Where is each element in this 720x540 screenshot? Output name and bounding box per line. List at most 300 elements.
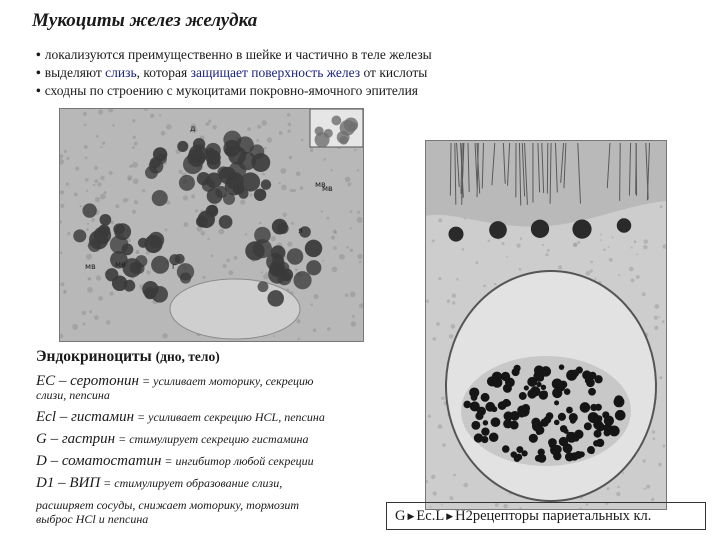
texture-speck: [519, 268, 522, 271]
texture-speck: [351, 321, 356, 326]
texture-speck: [86, 254, 92, 260]
texture-speck: [357, 169, 359, 171]
mucocyte-micrograph: [59, 108, 364, 342]
mucous-granule: [258, 281, 269, 292]
secretory-granule: [511, 451, 518, 458]
texture-speck: [332, 267, 337, 272]
texture-speck: [292, 189, 295, 192]
endocrine-line-d1-cont: [36, 498, 381, 512]
bullet-dot: •: [36, 47, 41, 62]
texture-speck: [438, 218, 442, 222]
secretory-granule: [546, 412, 554, 420]
secretory-granule: [485, 402, 495, 412]
texture-speck: [264, 147, 267, 150]
texture-speck: [348, 183, 352, 187]
texture-speck: [659, 376, 662, 379]
hormone-effect: = стимулирует секрецию гистамина: [115, 432, 309, 446]
texture-speck: [191, 194, 195, 198]
mucous-granule: [202, 178, 215, 191]
texture-speck: [297, 338, 299, 340]
texture-speck: [132, 210, 136, 214]
hormone-name: EC – серотонин: [36, 373, 140, 389]
texture-speck: [345, 293, 349, 297]
texture-speck: [262, 173, 265, 176]
secretory-granule: [609, 426, 620, 437]
texture-speck: [350, 291, 356, 297]
secretory-granule: [470, 401, 480, 411]
mucous-granule: [277, 223, 288, 234]
texture-speck: [146, 270, 150, 274]
texture-speck: [609, 258, 613, 262]
mucous-granule: [254, 227, 271, 244]
texture-speck: [431, 475, 436, 480]
bullet-list: [36, 46, 432, 100]
secretory-granule: [481, 427, 489, 435]
micrograph-label: мв: [115, 260, 126, 269]
texture-speck: [281, 185, 287, 191]
secretory-granule: [615, 410, 626, 421]
secretory-granule: [518, 410, 525, 417]
texture-speck: [279, 131, 283, 135]
texture-speck: [123, 198, 128, 203]
texture-speck: [658, 463, 662, 467]
texture-speck: [600, 234, 602, 236]
texture-speck: [452, 301, 455, 304]
secretory-granule: [532, 421, 542, 431]
texture-speck: [134, 142, 138, 146]
texture-speck: [350, 249, 353, 252]
texture-speck: [324, 158, 327, 161]
texture-speck: [132, 162, 138, 168]
bullet-text: локализуются преимущественно в шейке и частично в теле железы: [44, 47, 432, 62]
texture-speck: [449, 496, 453, 500]
texture-speck: [600, 239, 602, 241]
slide-title: Мукоциты желез желудка: [32, 10, 258, 31]
texture-speck: [200, 231, 205, 236]
hormone-effect: = стимулирует образование слизи,: [100, 476, 283, 490]
texture-speck: [654, 304, 659, 309]
mucous-granule: [151, 256, 169, 274]
secretory-granule: [589, 448, 595, 454]
texture-speck: [498, 239, 500, 241]
texture-speck: [313, 294, 318, 299]
endocrinocyte-micrograph: [425, 140, 667, 510]
texture-speck: [228, 270, 233, 275]
inset-granule: [315, 132, 330, 147]
texture-speck: [589, 269, 592, 272]
mucous-granule: [306, 260, 321, 275]
texture-speck: [300, 186, 304, 190]
texture-speck: [322, 260, 324, 262]
texture-speck: [218, 229, 224, 235]
endocrine-title: Эндокриноциты: [36, 348, 152, 365]
texture-speck: [612, 237, 614, 239]
secretory-granule: [604, 416, 614, 426]
secretory-granule: [471, 421, 480, 430]
endocrine-subtitle: (дно, тело): [155, 349, 220, 364]
texture-speck: [129, 164, 132, 167]
texture-speck: [652, 430, 656, 434]
texture-speck: [134, 200, 138, 204]
texture-speck: [438, 424, 443, 429]
secretory-granule: [502, 399, 510, 407]
texture-speck: [643, 239, 648, 244]
texture-speck: [618, 274, 620, 276]
texture-speck: [660, 205, 663, 208]
mucous-granule: [112, 276, 127, 291]
texture-speck: [301, 139, 303, 141]
texture-speck: [442, 443, 446, 447]
mucous-granule: [205, 143, 220, 158]
texture-speck: [94, 166, 98, 170]
endocrine-list: [36, 374, 381, 526]
texture-speck: [88, 277, 91, 280]
texture-speck: [109, 292, 113, 296]
mucous-granule: [219, 215, 233, 229]
secretory-granule: [559, 381, 567, 389]
texture-speck: [462, 248, 465, 251]
texture-speck: [261, 271, 263, 273]
texture-speck: [245, 233, 247, 235]
texture-speck: [449, 334, 454, 339]
secretory-granule: [489, 433, 498, 442]
cell-nucleus: [170, 279, 300, 339]
micrograph-label: мв: [85, 262, 96, 271]
secretory-granule: [503, 384, 512, 393]
texture-speck: [436, 322, 440, 326]
texture-speck: [60, 190, 64, 194]
apical-granule: [489, 221, 507, 239]
texture-speck: [331, 169, 333, 171]
texture-speck: [516, 243, 520, 247]
secretory-granule: [469, 387, 479, 397]
texture-speck: [150, 114, 154, 118]
texture-speck: [616, 492, 620, 496]
texture-speck: [89, 310, 92, 313]
texture-speck: [98, 296, 103, 301]
texture-speck: [234, 256, 238, 260]
texture-speck: [195, 209, 198, 212]
mucous-granule: [152, 190, 168, 206]
micrograph-label: г: [172, 262, 177, 271]
texture-speck: [64, 150, 67, 153]
secretory-granule: [527, 389, 536, 398]
texture-speck: [283, 213, 287, 217]
texture-speck: [453, 474, 456, 477]
texture-speck: [310, 149, 313, 152]
texture-speck: [67, 232, 70, 235]
secretory-granule: [584, 422, 592, 430]
texture-speck: [290, 189, 293, 192]
mucous-granule: [145, 166, 158, 179]
texture-speck: [106, 320, 110, 324]
texture-speck: [662, 445, 665, 448]
texture-speck: [547, 249, 550, 252]
texture-speck: [84, 145, 88, 149]
texture-speck: [350, 210, 353, 213]
texture-speck: [432, 337, 436, 341]
texture-speck: [339, 254, 345, 260]
texture-speck: [313, 328, 317, 332]
texture-speck: [331, 236, 335, 240]
secretory-granule: [492, 377, 502, 387]
texture-speck: [321, 210, 323, 212]
texture-speck: [629, 267, 634, 272]
endocrinocyte-micrograph-image: [426, 141, 666, 509]
mucous-granule: [73, 229, 86, 242]
texture-speck: [603, 248, 606, 251]
secretory-granule: [588, 388, 596, 396]
texture-speck: [662, 320, 665, 323]
secretory-granule: [559, 364, 565, 370]
texture-speck: [432, 239, 435, 242]
secretory-granule: [596, 422, 605, 431]
texture-speck: [630, 278, 634, 282]
microvillus: [450, 143, 451, 196]
secretory-granule: [521, 450, 527, 456]
texture-speck: [84, 123, 87, 126]
hormone-effect: выброс HCl и пепсина: [36, 512, 149, 526]
mucous-granule: [138, 238, 148, 248]
secretory-granule: [512, 368, 520, 376]
texture-speck: [165, 229, 168, 232]
hormone-effect: = усиливает моторику, секрецию: [139, 374, 314, 388]
texture-speck: [80, 205, 82, 207]
texture-speck: [94, 179, 98, 183]
mucous-granule: [254, 189, 266, 201]
endocrine-line-g: [36, 432, 381, 446]
mucous-granule: [193, 138, 205, 150]
secretory-granule: [538, 449, 545, 456]
legend-h2: H2: [455, 507, 473, 524]
secretory-granule: [595, 404, 602, 411]
texture-speck: [643, 459, 646, 462]
texture-speck: [211, 254, 214, 257]
texture-speck: [295, 268, 298, 271]
inset-granule: [331, 116, 341, 126]
secretory-granule: [536, 382, 541, 387]
mucous-granule: [267, 290, 284, 307]
texture-speck: [654, 316, 658, 320]
texture-speck: [296, 171, 301, 176]
secretory-granule: [593, 440, 600, 447]
texture-speck: [263, 274, 269, 280]
texture-speck: [104, 191, 107, 194]
texture-speck: [622, 472, 624, 474]
texture-speck: [586, 271, 591, 276]
secretory-granule: [483, 420, 488, 425]
texture-speck: [357, 217, 363, 223]
texture-speck: [646, 484, 650, 488]
secretory-granule: [474, 433, 483, 442]
texture-speck: [100, 194, 106, 200]
texture-speck: [438, 277, 441, 280]
secretory-granule: [564, 388, 571, 395]
texture-speck: [247, 127, 251, 131]
mucous-granule: [261, 179, 271, 189]
texture-speck: [636, 275, 640, 279]
arrow-right-icon: ▶: [446, 510, 454, 521]
texture-speck: [86, 228, 89, 231]
texture-speck: [249, 193, 252, 196]
texture-speck: [61, 283, 65, 287]
texture-speck: [428, 415, 431, 418]
endocrine-line-ec: [36, 374, 381, 388]
texture-speck: [653, 437, 656, 440]
texture-speck: [271, 236, 276, 241]
texture-speck: [346, 246, 349, 249]
texture-speck: [545, 253, 548, 256]
texture-speck: [207, 238, 209, 240]
secretory-granule: [566, 432, 577, 443]
bullet-dot: •: [36, 83, 41, 98]
mucous-granule: [225, 177, 244, 196]
texture-speck: [97, 182, 101, 186]
legend-g: G: [395, 507, 406, 524]
secretory-granule: [504, 411, 513, 420]
texture-speck: [644, 488, 646, 490]
texture-speck: [558, 265, 562, 269]
texture-speck: [352, 315, 355, 318]
texture-speck: [287, 242, 292, 247]
texture-speck: [142, 189, 145, 192]
texture-speck: [296, 319, 300, 323]
texture-speck: [310, 303, 313, 306]
microvillus: [636, 143, 637, 194]
texture-speck: [608, 246, 610, 248]
texture-speck: [64, 292, 66, 294]
mucous-granule: [223, 140, 240, 157]
mucous-granule: [305, 240, 322, 257]
mucous-granule: [142, 281, 158, 297]
texture-speck: [100, 176, 105, 181]
endocrine-line-ecl: [36, 410, 381, 424]
texture-speck: [273, 335, 275, 337]
mucous-granule: [100, 214, 112, 226]
hormone-name: G – гастрин: [36, 431, 116, 447]
texture-speck: [447, 300, 450, 303]
secretory-granule: [569, 413, 578, 422]
micrograph-label: мв: [315, 180, 326, 189]
texture-speck: [634, 240, 637, 243]
texture-speck: [345, 177, 351, 183]
texture-speck: [161, 131, 166, 136]
secretory-granule: [529, 434, 538, 443]
texture-speck: [82, 311, 86, 315]
secretory-granule: [565, 452, 574, 461]
secretory-granule: [553, 452, 561, 460]
texture-speck: [93, 184, 95, 186]
texture-speck: [259, 222, 261, 224]
texture-speck: [85, 157, 88, 160]
texture-speck: [133, 136, 136, 139]
texture-speck: [112, 124, 115, 127]
texture-speck: [327, 327, 331, 331]
mucous-granule: [177, 263, 194, 280]
secretory-granule: [502, 445, 510, 453]
texture-speck: [128, 177, 132, 181]
secretory-granule: [576, 367, 583, 374]
mucous-granule: [293, 271, 311, 289]
secretory-granule: [535, 455, 542, 462]
texture-speck: [240, 200, 245, 205]
texture-speck: [607, 487, 610, 490]
texture-speck: [291, 222, 294, 225]
bullet-text: от кислоты: [360, 65, 428, 80]
hormone-effect: = усиливает секрецию HCL, пепсина: [134, 410, 325, 424]
texture-speck: [590, 261, 593, 264]
texture-speck: [115, 204, 119, 208]
hormone-effect: расширяет сосуды, снижает моторику, тормозит: [36, 498, 300, 512]
texture-speck: [162, 333, 167, 338]
apical-granule: [617, 218, 631, 232]
secretory-granule: [566, 407, 573, 414]
mucous-granule: [287, 248, 303, 264]
secretory-granule: [554, 400, 559, 405]
texture-speck: [488, 240, 490, 242]
texture-speck: [456, 278, 458, 280]
arrow-right-icon: ▶: [407, 510, 415, 521]
secretory-granule: [541, 385, 546, 390]
apical-granule: [448, 227, 463, 242]
texture-speck: [83, 112, 87, 116]
texture-speck: [636, 253, 638, 255]
texture-speck: [205, 123, 207, 125]
secretory-granule: [533, 371, 544, 382]
texture-speck: [520, 237, 522, 239]
bullet-item: [36, 82, 432, 100]
texture-speck: [127, 198, 129, 200]
endocrine-line-d: [36, 454, 381, 468]
texture-speck: [212, 125, 216, 129]
mucocyte-micrograph-image: [60, 109, 363, 341]
texture-speck: [483, 284, 486, 287]
micrograph-label: мв: [322, 184, 333, 193]
texture-speck: [136, 251, 139, 254]
texture-speck: [203, 276, 206, 279]
texture-speck: [257, 125, 261, 129]
secretory-granule: [558, 413, 566, 421]
texture-speck: [72, 324, 78, 330]
bullet-emphasis: защищает поверхность желез: [190, 65, 361, 80]
texture-speck: [643, 245, 647, 249]
mucous-granule: [187, 149, 205, 167]
texture-speck: [433, 491, 437, 495]
texture-speck: [166, 124, 172, 130]
texture-speck: [542, 244, 544, 246]
secretory-granule: [575, 451, 583, 459]
secretory-granule: [491, 417, 501, 427]
texture-speck: [267, 137, 272, 142]
texture-speck: [651, 498, 654, 501]
texture-speck: [642, 292, 646, 296]
texture-speck: [178, 170, 182, 174]
secretory-granule: [614, 396, 625, 407]
texture-speck: [183, 195, 188, 200]
texture-speck: [109, 171, 113, 175]
secretory-granule: [475, 412, 483, 420]
mucous-granule: [179, 175, 195, 191]
mucous-granule: [177, 141, 188, 152]
texture-speck: [87, 287, 93, 293]
texture-speck: [256, 139, 259, 142]
microvillus: [620, 143, 621, 201]
texture-speck: [223, 264, 227, 268]
texture-speck: [100, 146, 102, 148]
texture-speck: [617, 486, 619, 488]
mucous-granule: [196, 215, 208, 227]
texture-speck: [133, 178, 139, 184]
